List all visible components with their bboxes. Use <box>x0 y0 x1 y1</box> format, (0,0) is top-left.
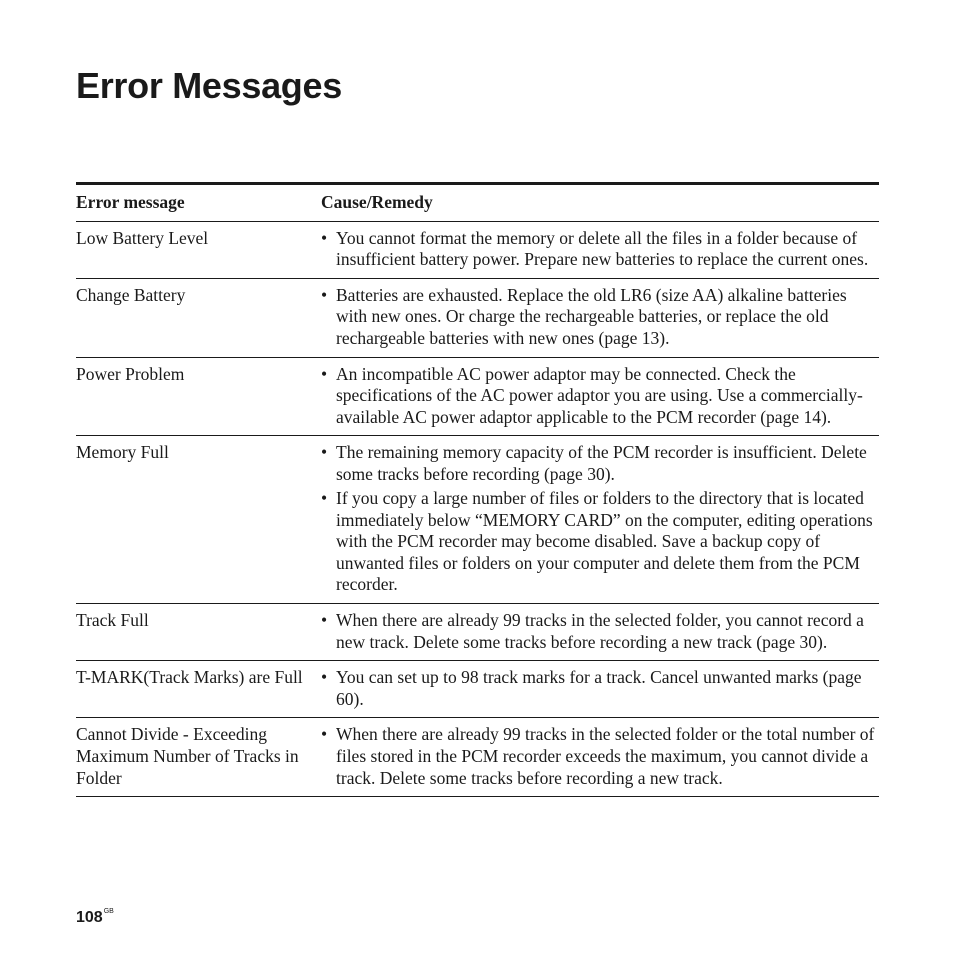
table-row <box>76 358 879 437</box>
remedy-list <box>321 285 879 350</box>
cause-remedy-cell <box>321 442 879 596</box>
table-row <box>76 222 879 279</box>
remedy-item: • If you copy a large number of files or folders to the directory that is located immediately below “MEMORY CARD” on the computer, editing operations with the PCM recorder may become disabled. Save a backup copy of unwanted files or folders on your computer and delete them from the PCM recorder. <box>321 488 879 596</box>
error-message-cell: Track Full <box>76 610 149 630</box>
remedy-list <box>321 667 879 710</box>
remedy-list <box>321 724 879 789</box>
error-messages-table <box>76 182 879 797</box>
table-row <box>76 279 879 358</box>
error-message-cell: T-MARK(Track Marks) are Full <box>76 667 303 688</box>
page-footer <box>76 906 114 930</box>
header-cause-remedy: Cause/Remedy <box>321 192 433 212</box>
remedy-list <box>321 610 879 653</box>
cause-remedy-cell <box>321 285 879 350</box>
error-message-cell: Cannot Divide - Exceeding Maximum Number of Tracks in Folder <box>76 724 299 788</box>
page-region-code: GB <box>103 908 114 915</box>
table-row <box>76 436 879 604</box>
page-title: Error Messages <box>76 65 342 106</box>
cause-remedy-cell <box>321 667 879 710</box>
remedy-item: • An incompatible AC power adaptor may be connected. Check the specifications of the AC power adaptor you are using. Use a commercially-available AC power adaptor applicable to the PCM recorder (page 14). <box>321 364 879 429</box>
remedy-item: • You can set up to 98 track marks for a track. Cancel unwanted marks (page 60). <box>321 667 879 710</box>
error-message-cell: Change Battery <box>76 284 186 305</box>
error-message-cell: Memory Full <box>76 442 169 463</box>
table-header-row <box>76 185 879 222</box>
error-message-cell: Low Battery Level <box>76 227 209 248</box>
cause-remedy-cell <box>321 724 879 789</box>
cause-remedy-cell <box>321 610 879 653</box>
remedy-item: • When there are already 99 tracks in the selected folder or the total number of files stored in the PCM recorder exceeds the maximum, you cannot divide a track. Delete some tracks before recording a new track. <box>321 724 879 789</box>
remedy-item: • When there are already 99 tracks in the selected folder, you cannot record a new track. Delete some tracks before recording a new track (page 30). <box>321 610 879 653</box>
table-row <box>76 604 879 661</box>
remedy-list <box>321 364 879 429</box>
header-error-message: Error message <box>76 192 185 212</box>
cause-remedy-cell <box>321 364 879 429</box>
remedy-item: • You cannot format the memory or delete all the files in a folder because of insufficient battery power. Prepare new batteries to replace the current ones. <box>321 228 879 271</box>
table-row <box>76 661 879 718</box>
error-message-cell: Power Problem <box>76 363 185 384</box>
table-row <box>76 718 879 797</box>
page-number: 108 <box>76 909 103 926</box>
remedy-item: • Batteries are exhausted. Replace the old LR6 (size AA) alkaline batteries with new ones. Or charge the rechargeable batteries, or replace the old rechargeable batteries with new ones (page 13). <box>321 285 879 350</box>
remedy-list <box>321 442 879 596</box>
cause-remedy-cell <box>321 228 879 271</box>
remedy-list <box>321 228 879 271</box>
remedy-item: • The remaining memory capacity of the PCM recorder is insufficient. Delete some tracks before recording (page 30). <box>321 442 879 485</box>
